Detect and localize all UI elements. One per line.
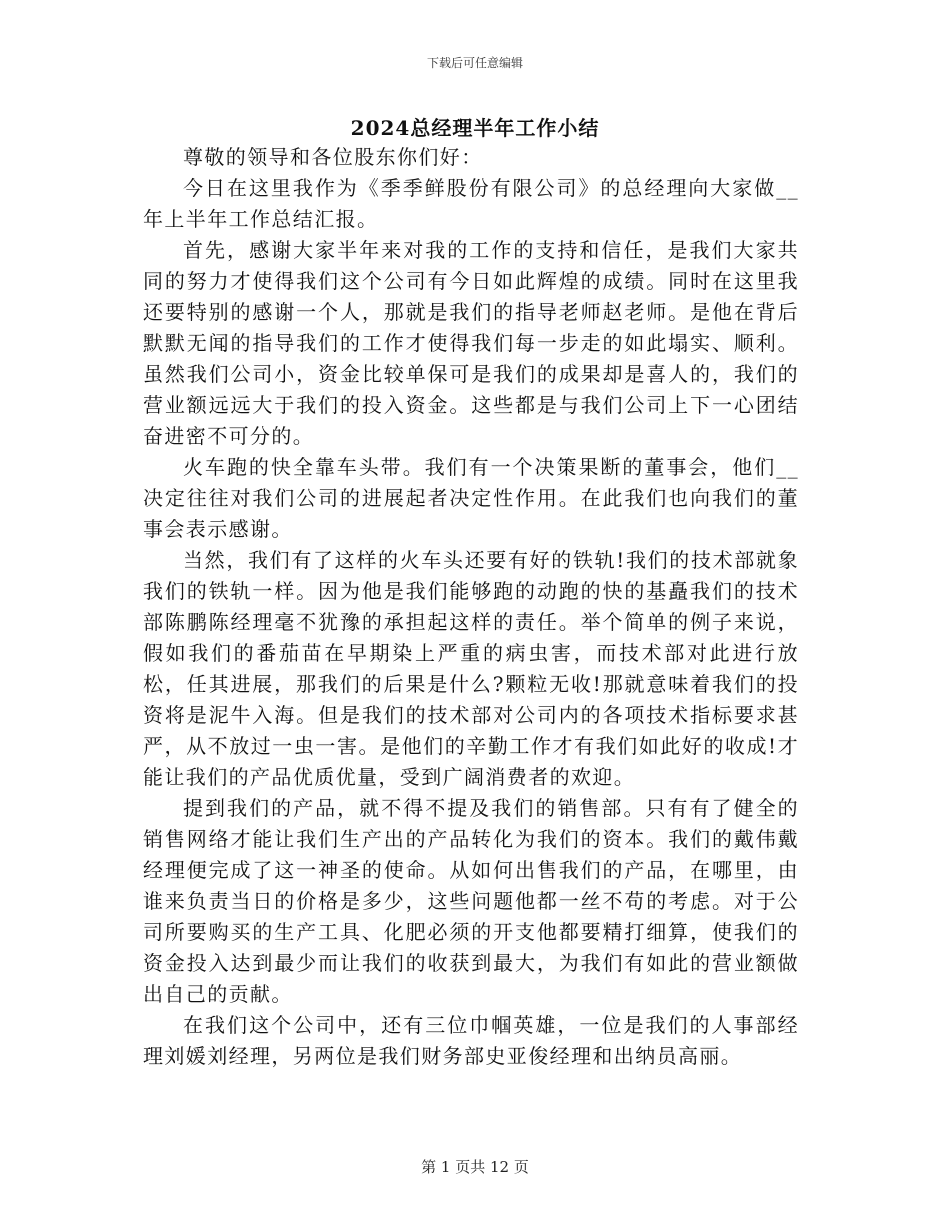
paragraph-greeting: 尊敬的领导和各位股东你们好： bbox=[183, 145, 483, 169]
page-number-footer: 第 1 页共 12 页 bbox=[421, 1158, 529, 1176]
page-header-note: 下载后可任意编辑 bbox=[426, 56, 523, 70]
paragraph-sales-dept: 提到我们的产品，就不得不提及我们的销售部。只有有了健全的销售网络才能让我们生产出的产品转化为我们的资本。我们的戴伟戴经理便完成了这一神圣的使命。从如何出售我们的产品，在哪里，由谁来负责当日的价格是多少，这些问题他都一丝不苟的考虑。对于公司所要购买的生产工具、化肥必须的开支他都要精打细算，使我们的资金投入达到最少而让我们的收获到最大，为我们有如此的营业额做出自己的贡献。 bbox=[143, 796, 799, 1006]
paragraph-staff: 在我们这个公司中，还有三位巾帼英雄，一位是我们的人事部经理刘媛刘经理，另两位是我们财务部史亚俊经理和出纳员高丽。 bbox=[143, 1013, 799, 1068]
paragraph-intro: 今日在这里我作为《季季鲜股份有限公司》的总经理向大家做__年上半年工作总结汇报。 bbox=[143, 176, 799, 231]
document-title: 2024总经理半年工作小结 bbox=[350, 116, 600, 140]
paragraph-board: 火车跑的快全靠车头带。我们有一个决策果断的董事会，他们__决定往往对我们公司的进展起者决定性作用。在此我们也向我们的董事会表示感谢。 bbox=[143, 455, 799, 541]
paragraph-tech-dept: 当然，我们有了这样的火车头还要有好的铁轨!我们的技术部就象我们的铁轨一样。因为他是我们能够跑的动跑的快的基矗我们的技术部陈鹏陈经理毫不犹豫的承担起这样的责任。举个简单的例子来说，假如我们的番茄苗在早期染上严重的病虫害，而技术部对此进行放松，任其进展，那我们的后果是什么?颗粒无收!那就意味着我们的投资将是泥牛入海。但是我们的技术部对公司内的各项技术指标要求甚严，从不放过一虫一害。是他们的辛勤工作才有我们如此好的收成!才能让我们的产品优质优量，受到广阔消费者的欢迎。 bbox=[143, 548, 799, 789]
document-body bbox=[143, 142, 799, 1072]
paragraph-thanks: 首先，感谢大家半年来对我的工作的支持和信任，是我们大家共同的努力才使得我们这个公司有今日如此辉煌的成绩。同时在这里我还要特别的感谢一个人，那就是我们的指导老师赵老师。是他在背后默默无闻的指导我们的工作才使得我们每一步走的如此塌实、顺利。虽然我们公司小，资金比较单保可是我们的成果却是喜人的，我们的营业额远远大于我们的投入资金。这些都是与我们公司上下一心团结奋进密不可分的。 bbox=[143, 238, 799, 448]
